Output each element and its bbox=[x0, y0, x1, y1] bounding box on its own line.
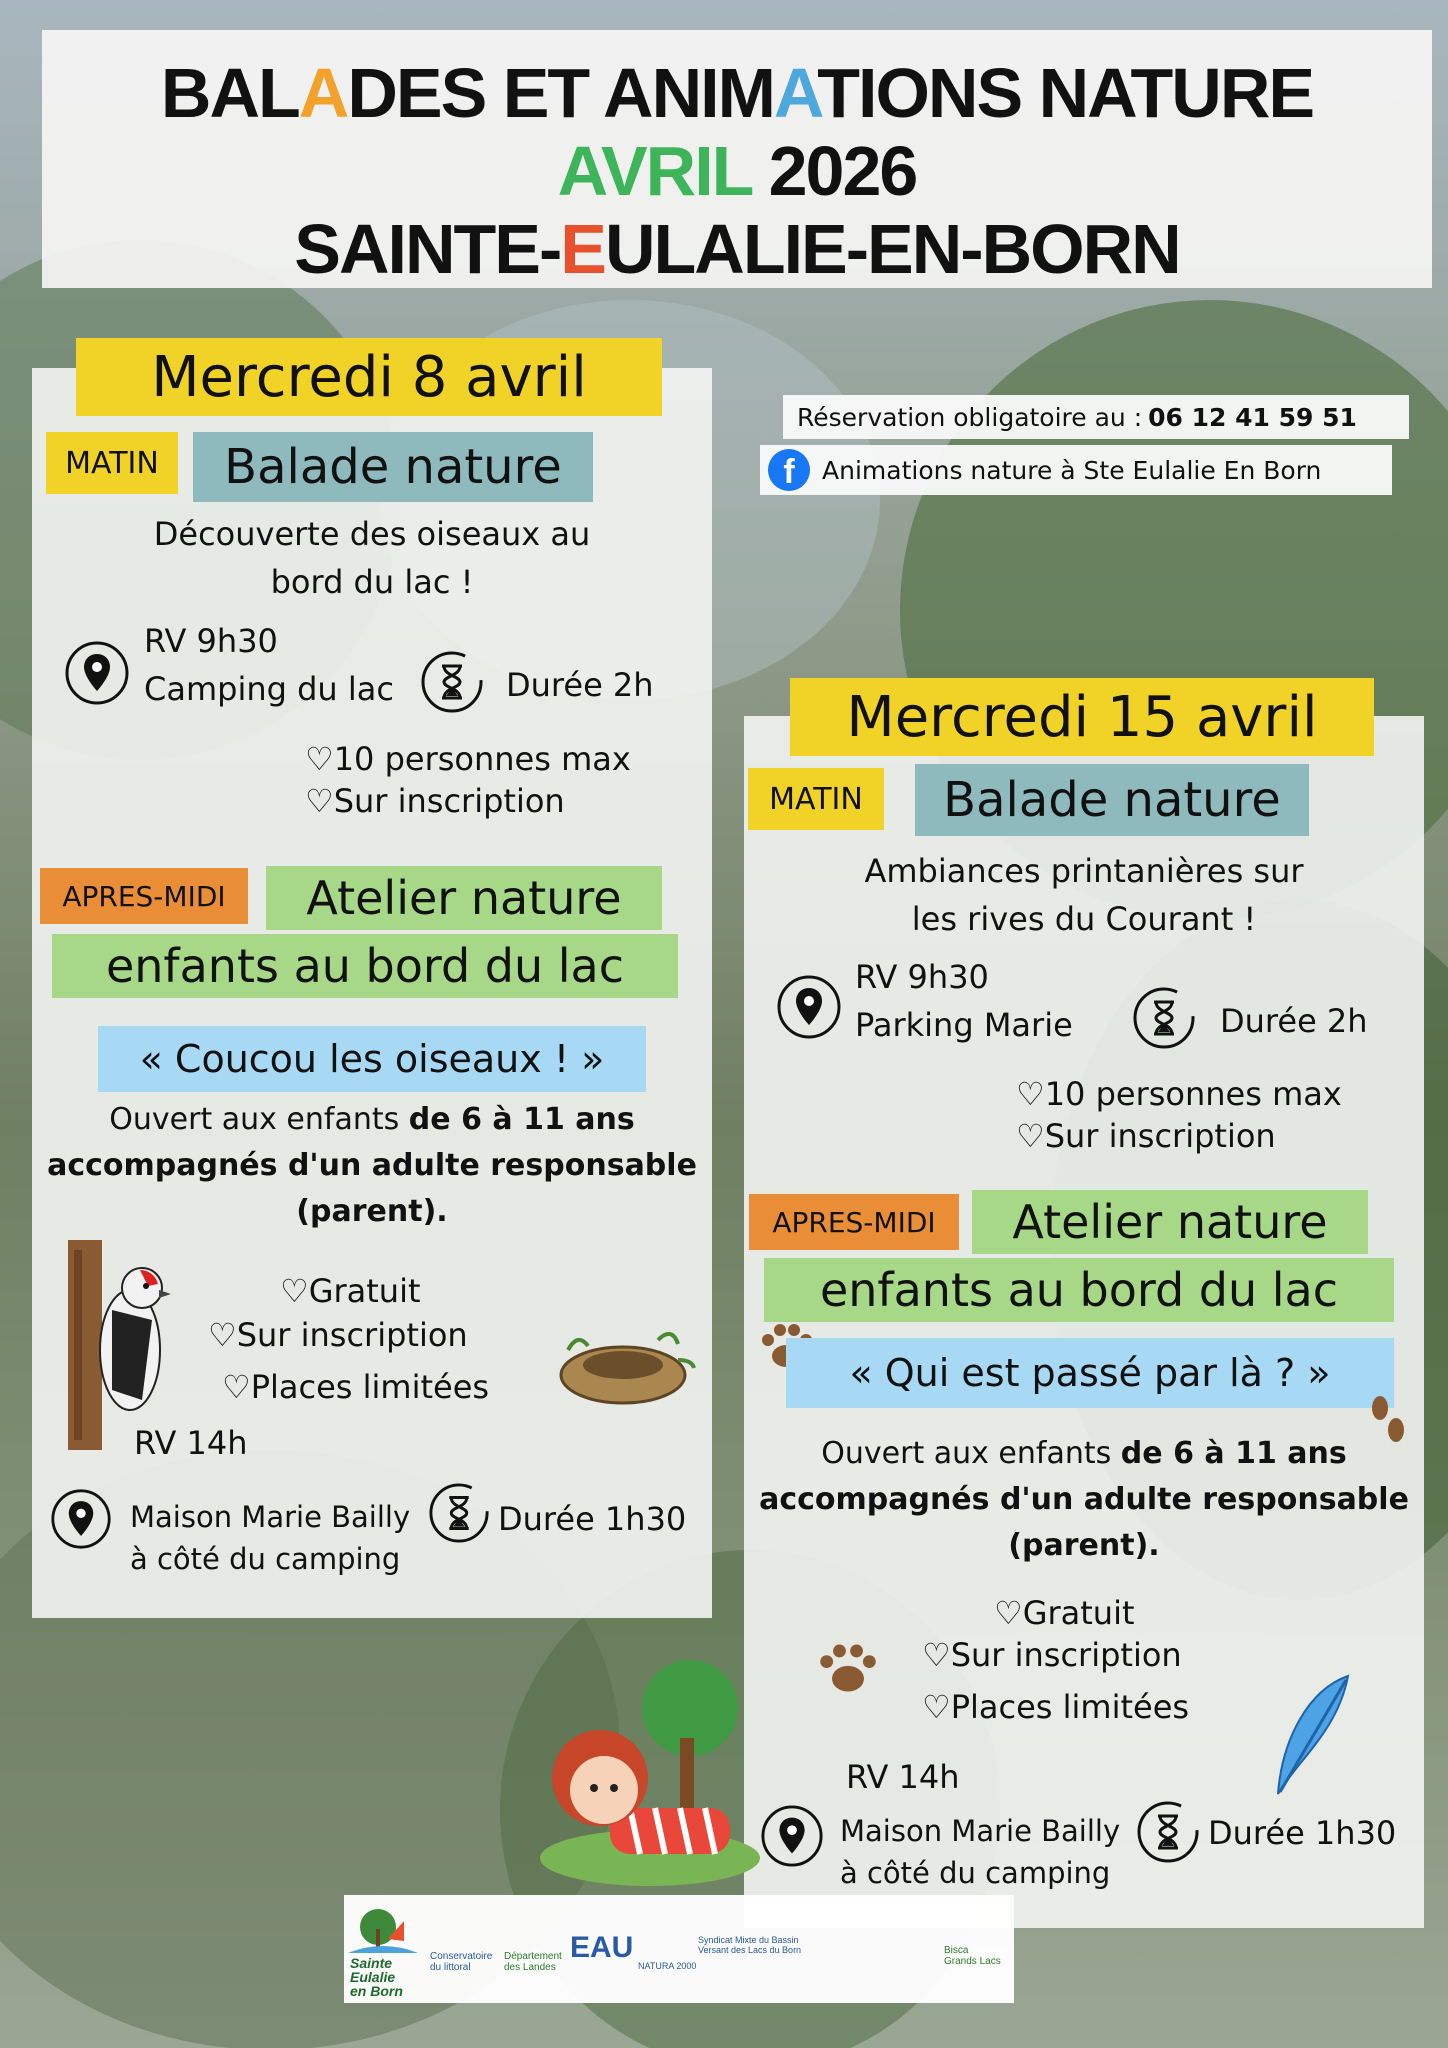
bird-nest-illustration bbox=[548, 1320, 698, 1414]
page-header bbox=[42, 30, 1432, 288]
tulip-icon: ♡ bbox=[280, 1272, 309, 1310]
reservation-label: Réservation obligatoire au : bbox=[797, 402, 1143, 432]
day2-audience-line2: accompagnés d'un adulte responsable bbox=[759, 1482, 1409, 1517]
day1-morning-desc2: bord du lac ! bbox=[270, 563, 474, 601]
day1-afternoon-title2: enfants au bord du lac bbox=[52, 934, 678, 998]
day1-date: Mercredi 8 avril bbox=[76, 338, 662, 416]
commune-name-line1: Sainte bbox=[350, 1955, 393, 1971]
facebook-banner bbox=[760, 445, 1392, 495]
day2-morning-desc2: les rives du Courant ! bbox=[911, 900, 1257, 938]
day1-afternoon-rv: RV 14h bbox=[134, 1424, 248, 1462]
day1-audience-line3: (parent). bbox=[296, 1194, 448, 1229]
syndicat-logo: Syndicat Mixte du Bassin Versant des Lacs du Born bbox=[698, 1935, 802, 1955]
day1-audience-line1: Ouvert aux enfants de 6 à 11 ans bbox=[109, 1102, 635, 1137]
tulip-icon: ♡ bbox=[922, 1636, 951, 1674]
day1-morning-desc1: Découverte des oiseaux au bbox=[153, 515, 591, 553]
reservation-banner bbox=[783, 395, 1409, 439]
departement-logo: Département des Landes bbox=[504, 1951, 562, 1973]
day1-afternoon-info2: ♡Sur inscription bbox=[208, 1316, 468, 1354]
day1-morning-slot: MATIN bbox=[46, 432, 178, 494]
bisca-grands-lacs-logo: Bisca Grands Lacs bbox=[944, 1945, 1001, 1967]
conservatoire-logo: Conservatoire du littoral bbox=[430, 1951, 493, 1973]
day2-morning-title: Balade nature bbox=[915, 764, 1309, 836]
hourglass-timer-icon bbox=[1136, 1800, 1200, 1868]
location-pin-icon bbox=[64, 640, 130, 710]
day1-afternoon-place2: à côté du camping bbox=[130, 1542, 401, 1576]
woodpecker-illustration bbox=[62, 1240, 172, 1454]
day2-morning-info2: ♡Sur inscription bbox=[1016, 1117, 1276, 1155]
day2-audience-line1: Ouvert aux enfants de 6 à 11 ans bbox=[821, 1436, 1347, 1471]
commune-name-line3: en Born bbox=[350, 1983, 403, 1999]
day2-morning-desc1: Ambiances printanières sur bbox=[864, 852, 1304, 890]
day2-morning-info1: ♡10 personnes max bbox=[1016, 1075, 1342, 1113]
day1-afternoon-info3: ♡Places limitées bbox=[222, 1368, 490, 1406]
commune-logo bbox=[348, 1899, 418, 1963]
tulip-icon: ♡ bbox=[208, 1316, 237, 1354]
day2-morning-slot: MATIN bbox=[748, 768, 884, 830]
location-pin-icon bbox=[50, 1488, 112, 1554]
phone-number[interactable]: 06 12 41 59 51 bbox=[1148, 402, 1357, 432]
tulip-icon: ♡ bbox=[922, 1688, 951, 1726]
day2-date: Mercredi 15 avril bbox=[790, 678, 1374, 756]
day1-morning-place: Camping du lac bbox=[144, 670, 394, 708]
day2-afternoon-rv: RV 14h bbox=[846, 1758, 960, 1796]
day1-afternoon-place1: Maison Marie Bailly bbox=[130, 1500, 411, 1534]
header-title-line3: SAINTE-EULALIE-EN-BORN bbox=[294, 210, 1180, 288]
day1-morning-title: Balade nature bbox=[193, 432, 593, 502]
day2-afternoon-info1: ♡Gratuit bbox=[994, 1594, 1135, 1632]
commune-name-line2: Eulalie bbox=[350, 1969, 396, 1985]
tulip-icon: ♡ bbox=[994, 1594, 1023, 1632]
tulip-icon: ♡ bbox=[305, 740, 334, 778]
day1-morning-info2: ♡Sur inscription bbox=[305, 782, 565, 820]
header-title-line1: BALADES ET ANIMATIONS NATURE bbox=[160, 54, 1314, 132]
location-pin-icon bbox=[776, 974, 842, 1044]
day2-audience-line3: (parent). bbox=[1008, 1528, 1160, 1563]
day2-afternoon-title2: enfants au bord du lac bbox=[764, 1258, 1394, 1322]
tulip-icon: ♡ bbox=[1016, 1117, 1045, 1155]
day2-morning-rv: RV 9h30 bbox=[855, 958, 989, 996]
day2-afternoon-place2: à côté du camping bbox=[840, 1856, 1111, 1890]
day2-theme: « Qui est passé par là ? » bbox=[786, 1338, 1394, 1408]
tulip-icon: ♡ bbox=[1016, 1075, 1045, 1113]
location-pin-icon bbox=[760, 1804, 824, 1872]
day1-afternoon-info1: ♡Gratuit bbox=[280, 1272, 421, 1310]
day2-afternoon-title1: Atelier nature bbox=[972, 1190, 1368, 1254]
day2-morning-place: Parking Marie bbox=[855, 1006, 1073, 1044]
day1-afternoon-slot: APRES-MIDI bbox=[40, 868, 248, 924]
facebook-icon[interactable]: f bbox=[768, 449, 810, 491]
hourglass-timer-icon bbox=[420, 650, 484, 718]
day1-morning-info1: ♡10 personnes max bbox=[305, 740, 631, 778]
day1-afternoon-title1: Atelier nature bbox=[266, 866, 662, 930]
facebook-page-name[interactable]: Animations nature à Ste Eulalie En Born bbox=[822, 455, 1322, 485]
day1-morning-rv: RV 9h30 bbox=[144, 622, 278, 660]
feather-illustration bbox=[1268, 1670, 1358, 1804]
day2-morning-duration: Durée 2h bbox=[1220, 1002, 1368, 1040]
natura-logo: NATURA 2000 bbox=[638, 1961, 697, 1971]
eau-logo: EAU bbox=[570, 1931, 634, 1964]
tulip-icon: ♡ bbox=[222, 1368, 251, 1406]
partner-logos bbox=[344, 1895, 1014, 2003]
day2-afternoon-slot: APRES-MIDI bbox=[749, 1194, 959, 1250]
hourglass-timer-icon bbox=[428, 1482, 490, 1548]
day1-audience-line2: accompagnés d'un adulte responsable bbox=[47, 1148, 697, 1183]
child-reading-illustration bbox=[540, 1658, 760, 1892]
day1-theme: « Coucou les oiseaux ! » bbox=[98, 1026, 646, 1092]
bear-paw-icon bbox=[816, 1636, 880, 1704]
tulip-icon: ♡ bbox=[305, 782, 334, 820]
day1-afternoon-duration: Durée 1h30 bbox=[498, 1500, 687, 1538]
day2-afternoon-place1: Maison Marie Bailly bbox=[840, 1814, 1121, 1848]
day2-afternoon-info3: ♡Places limitées bbox=[922, 1688, 1190, 1726]
day2-afternoon-info2: ♡Sur inscription bbox=[922, 1636, 1182, 1674]
hourglass-timer-icon bbox=[1132, 986, 1196, 1054]
day1-morning-duration: Durée 2h bbox=[506, 666, 654, 704]
day2-afternoon-duration: Durée 1h30 bbox=[1208, 1814, 1397, 1852]
header-title-line2: AVRIL 2026 bbox=[557, 132, 917, 210]
